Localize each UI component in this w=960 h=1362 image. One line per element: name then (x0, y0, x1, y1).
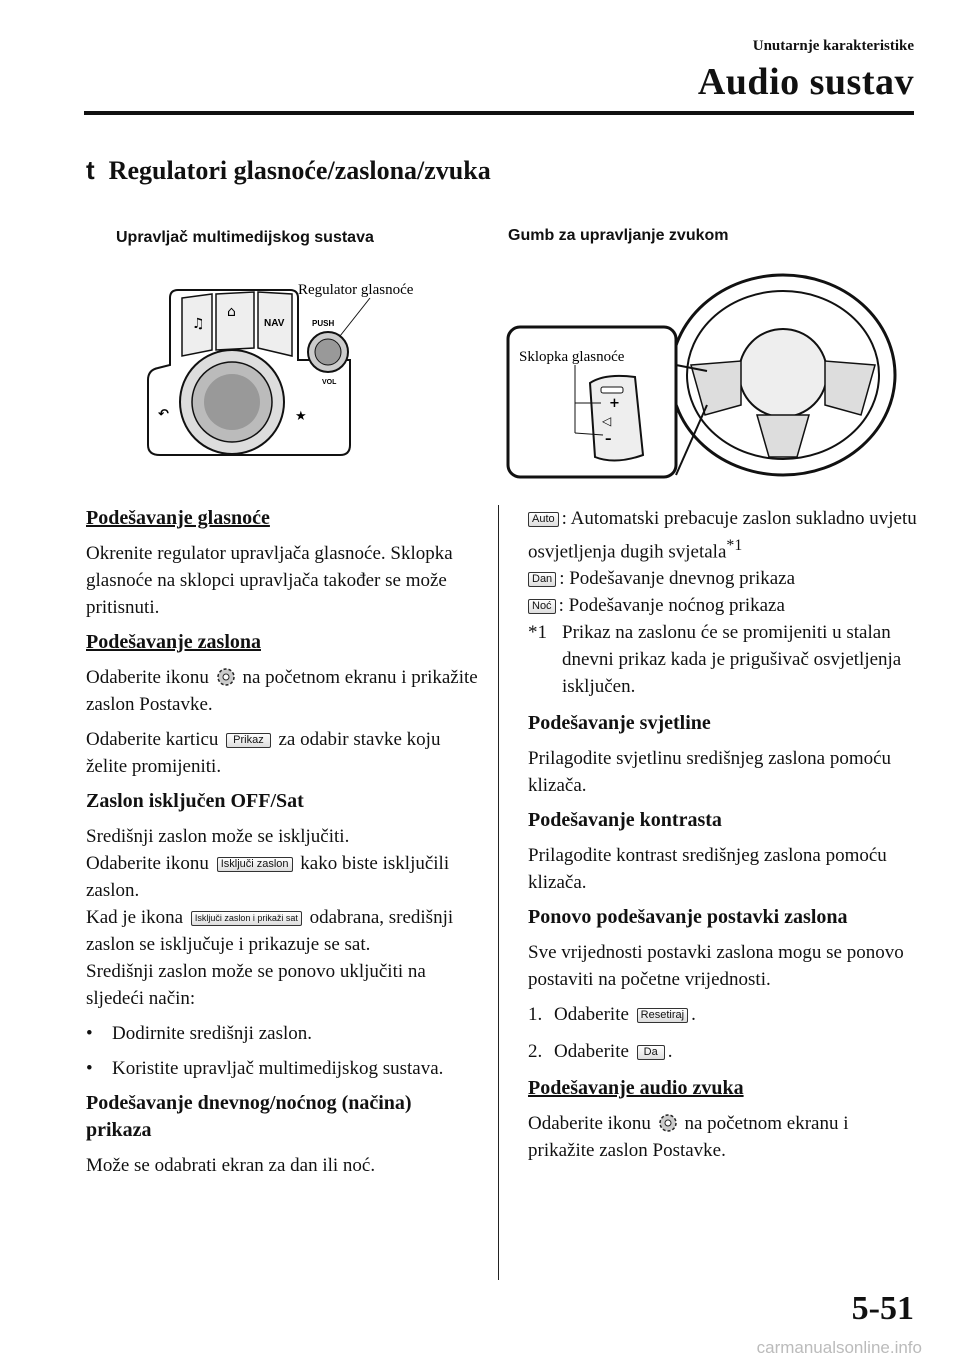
audio-adjust-body: Odaberite ikonu na početnom ekranu i prikažite zaslon Postavke. (528, 1113, 849, 1162)
left-column (86, 505, 478, 1187)
display-off-clock-key: Isključi zaslon i prikaži sat (191, 911, 302, 926)
resetiraj-key: Resetiraj (637, 1008, 688, 1023)
steering-wheel-hub (739, 329, 827, 417)
display-off-heading: Zaslon isključen OFF/Sat (86, 790, 304, 812)
multimedia-controller-illustration (140, 270, 460, 470)
day-night-heading: Podešavanje dnevnog/noćnog (načina) prikaza (86, 1092, 412, 1141)
brightness-heading: Podešavanje svjetline (528, 712, 711, 735)
night-mode-line: Noć : Podešavanje noćnog prikaza (528, 592, 918, 619)
display-adjust-p2: Odaberite karticu Prikaz za odabir stavke koju želite promijeniti. (86, 729, 441, 777)
settings-gear-icon (216, 667, 236, 687)
back-icon: ↶ (158, 407, 169, 422)
nav-label: NAV (264, 318, 285, 329)
day-mode-line: Dan : Podešavanje dnevnog prikaza (528, 565, 918, 592)
home-icon: ⌂ (227, 304, 236, 320)
display-adjust-p1: Odaberite ikonu na početnom ekranu i prikažite zaslon Postavke. (86, 667, 478, 715)
audio-adjust-heading: Podešavanje audio zvuka (528, 1077, 744, 1100)
speaker-icon: ◁ (602, 414, 612, 428)
display-off-p2: Odaberite ikonu Isključi zaslon kako biste isključili zaslon. (86, 853, 450, 901)
watermark: carmanualsonline.info (756, 1338, 922, 1357)
volume-switch-callout: Sklopka glasnoće (519, 349, 625, 365)
page-number: 5-51 (851, 1290, 914, 1327)
figure-left-caption: Upravljač multimedijskog sustava (116, 229, 374, 246)
dan-key: Dan (528, 572, 556, 587)
noc-key: Noć (528, 599, 556, 614)
auto-key: Auto (528, 512, 559, 527)
header-title: Audio sustav (697, 61, 914, 103)
display-off-p4: Središnji zaslon može se ponovo uključiti na sljedeći način: (86, 961, 426, 1009)
vol-label: VOL (322, 379, 337, 386)
column-divider (498, 505, 499, 1280)
section-title (86, 155, 491, 186)
prikaz-tab-key: Prikaz (226, 733, 271, 748)
steering-wheel-illustration (505, 265, 920, 485)
list-item: 2. Odaberite Da . (528, 1041, 673, 1063)
music-icon: ♫ (192, 316, 205, 332)
list-item: 1. Odaberite Resetiraj . (528, 1004, 696, 1026)
right-column (528, 505, 918, 1172)
auto-mode-line: Auto : Automatski prebacuje zaslon sukladno uvjetu osvjetljenja dugih svjetala$^{*1}$ (528, 508, 917, 563)
section-bullet: t (86, 155, 95, 185)
section-title-text: Regulatori glasnoće/zaslona/zvuka (108, 156, 491, 185)
display-off-p3: Kad je ikona Isključi zaslon i prikaži sat odabrana, središnji zaslon se isključuje i prikazuje se sat. (86, 907, 454, 955)
contrast-heading: Podešavanje kontrasta (528, 809, 722, 832)
contrast-body: Prilagodite kontrast središnjeg zaslona pomoću klizača. (528, 845, 887, 894)
push-label: PUSH (312, 319, 335, 328)
list-item: • Dodirnite središnji zaslon. (86, 1023, 312, 1044)
reset-body: Sve vrijednosti postavki zaslona mogu se ponovo postaviti na početne vrijednosti. (528, 942, 904, 991)
volume-minus-icon: – (605, 432, 612, 447)
display-off-key: Isključi zaslon (217, 857, 293, 872)
list-item: • Koristite upravljač multimedijskog sustava. (86, 1058, 444, 1079)
header-rule (84, 111, 914, 115)
volume-adjust-heading: Podešavanje glasnoće (86, 507, 270, 529)
reset-heading: Ponovo podešavanje postavki zaslona (528, 906, 848, 929)
volume-adjust-body: Okrenite regulator upravljača glasnoće. Sklopka glasnoće na sklopci upravljača također se može pritisnuti. (86, 543, 453, 618)
figure-right-caption: Gumb za upravljanje zvukom (508, 227, 729, 244)
da-key: Da (637, 1045, 665, 1060)
volume-regulator-callout: Regulator glasnoće (298, 282, 414, 298)
brightness-body: Prilagodite svjetlinu središnjeg zaslona pomoću klizača. (528, 748, 892, 797)
display-adjust-heading: Podešavanje zaslona (86, 631, 261, 653)
favorite-icon: ★ (295, 409, 307, 424)
footnote: *1 Prikaz na zaslonu će se promijeniti u stalan dnevni prikaz kada je prigušivač osvjetljenja isključen. (528, 622, 902, 698)
day-night-body: Može se odabrati ekran za dan ili noć. (86, 1155, 376, 1176)
header-section: Unutarnje karakteristike (752, 38, 914, 54)
volume-plus-icon: + (609, 396, 620, 411)
settings-gear-icon (658, 1113, 678, 1133)
display-off-p1: Središnji zaslon može se isključiti. (86, 826, 350, 847)
